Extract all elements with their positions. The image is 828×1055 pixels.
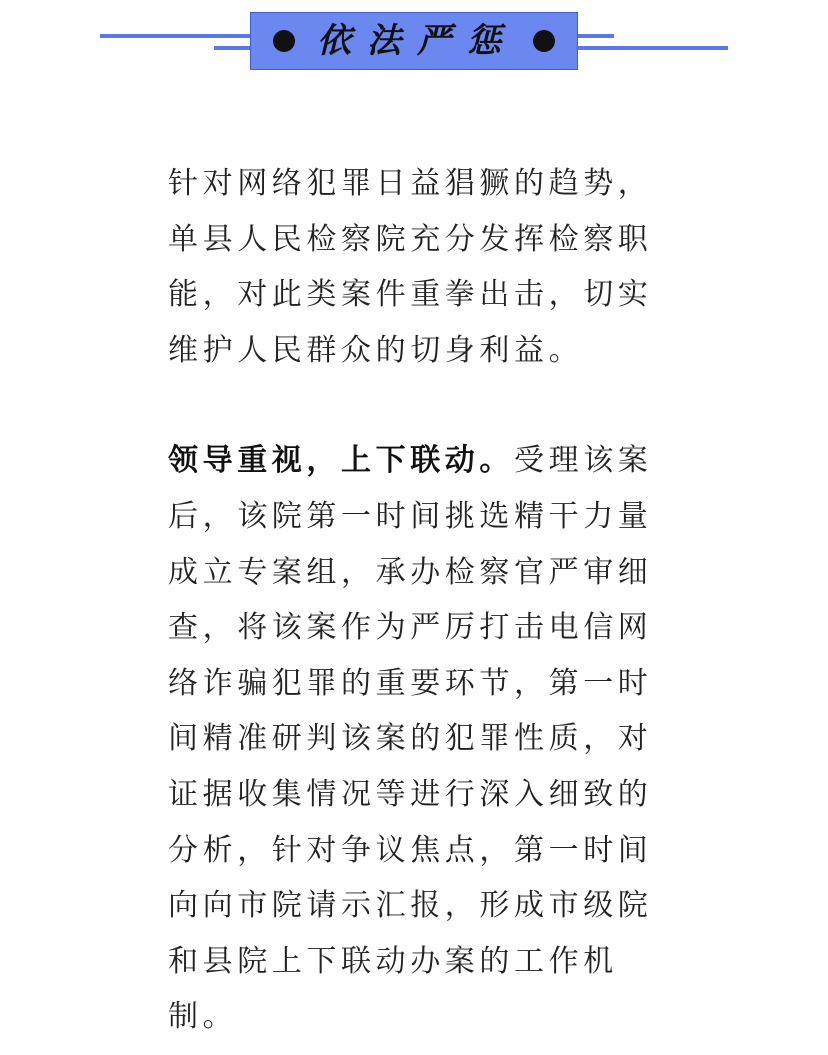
header-decor-line — [578, 34, 614, 38]
header-decor-line — [214, 46, 250, 50]
paragraph-text: 针对网络犯罪日益猖獗的趋势，单县人民检察院充分发挥检察职能，对此类案件重拳出击，切实维护人民群众的切身利益。 — [168, 166, 653, 368]
header-decor-line — [578, 46, 728, 50]
paragraph — [168, 156, 668, 378]
bullet-dot-icon — [533, 30, 555, 52]
paragraph — [168, 433, 668, 1045]
section-title-box — [250, 12, 578, 70]
paragraph-text: 受理该案后，该院第一时间挑选精干力量成立专案组，承办检察官严审细查，将该案作为严厉打击电信网络诈骗犯罪的重要环节，第一时间精准研判该案的犯罪性质，对证据收集情况等进行深入细致的分析，针对争议焦点，第一时间向向市院请示汇报，形成市级院和县院上下联动办案的工作机制。 — [168, 443, 653, 1035]
paragraph-lead: 领导重视，上下联动。 — [168, 443, 514, 479]
header-decor-line — [100, 34, 250, 38]
bullet-dot-icon — [273, 30, 295, 52]
article-body — [168, 156, 668, 1045]
section-header — [0, 0, 828, 90]
section-title: 依法严惩 — [317, 21, 517, 61]
